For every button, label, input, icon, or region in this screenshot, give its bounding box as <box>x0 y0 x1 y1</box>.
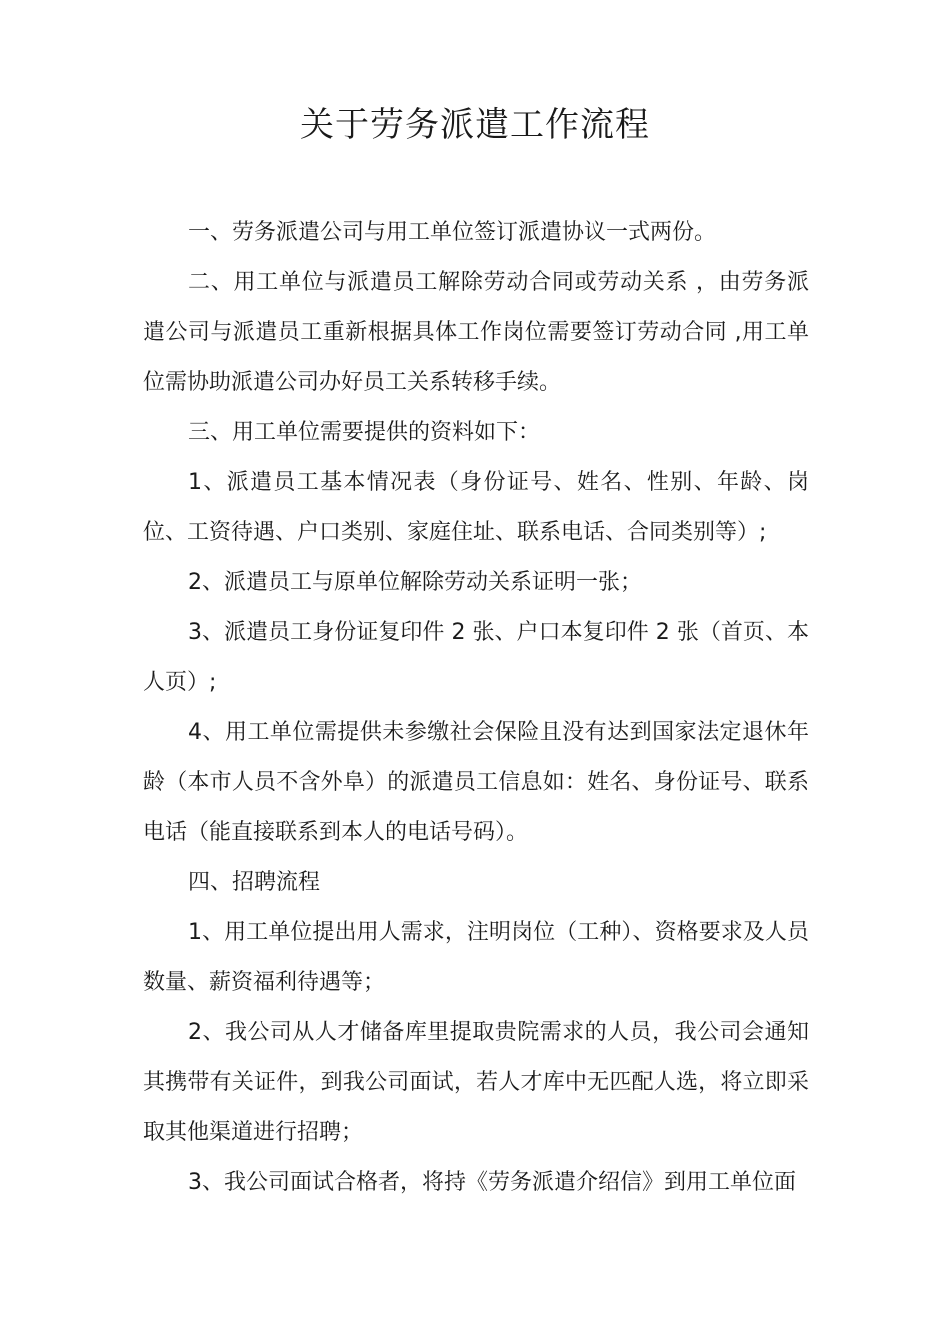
paragraph-2: 二、用工单位与派遣员工解除劳动合同或劳动关系 ，由劳务派遣公司与派遣员工重新根据具体工作岗位需要签订劳动合同 ,用工单位需协助派遣公司办好员工关系转移手续。 <box>143 270 809 395</box>
paragraph-3: 三、用工单位需要提供的资料如下： <box>188 420 541 445</box>
paragraph-10: 2、我公司从人才储备库里提取贵院需求的人员，我公司会通知其携带有关证件，到我公司面试，若人才库中无匹配人选，将立即采取其他渠道进行招聘； <box>143 1020 809 1145</box>
document-body <box>143 208 809 1208</box>
paragraph-6: 3、派遣员工身份证复印件 2 张、户口本复印件 2 张（首页、本人页）; <box>143 620 809 695</box>
paragraph-5: 2、派遣员工与原单位解除劳动关系证明一张； <box>188 570 642 595</box>
document-title: 关于劳务派遣工作流程 <box>300 105 650 145</box>
paragraph-1: 一、劳务派遣公司与用工单位签订派遣协议一式两份。 <box>188 220 717 245</box>
paragraph-11: 3、我公司面试合格者，将持《劳务派遣介绍信》到用工单位面 <box>188 1170 796 1195</box>
paragraph-7: 4、用工单位需提供未参缴社会保险且没有达到国家法定退休年龄（本市人员不含外阜）的派遣员工信息如：姓名、身份证号、联系电话（能直接联系到本人的电话号码）。 <box>143 720 809 845</box>
paragraph-4: 1、派遣员工基本情况表（身份证号、姓名、性别、年龄、岗位、工资待遇、户口类别、家庭住址、联系电话、合同类别等）; <box>143 470 809 545</box>
paragraph-9: 1、用工单位提出用人需求，注明岗位（工种）、资格要求及人员数量、薪资福利待遇等； <box>143 920 809 995</box>
paragraph-8: 四、招聘流程 <box>188 870 321 895</box>
